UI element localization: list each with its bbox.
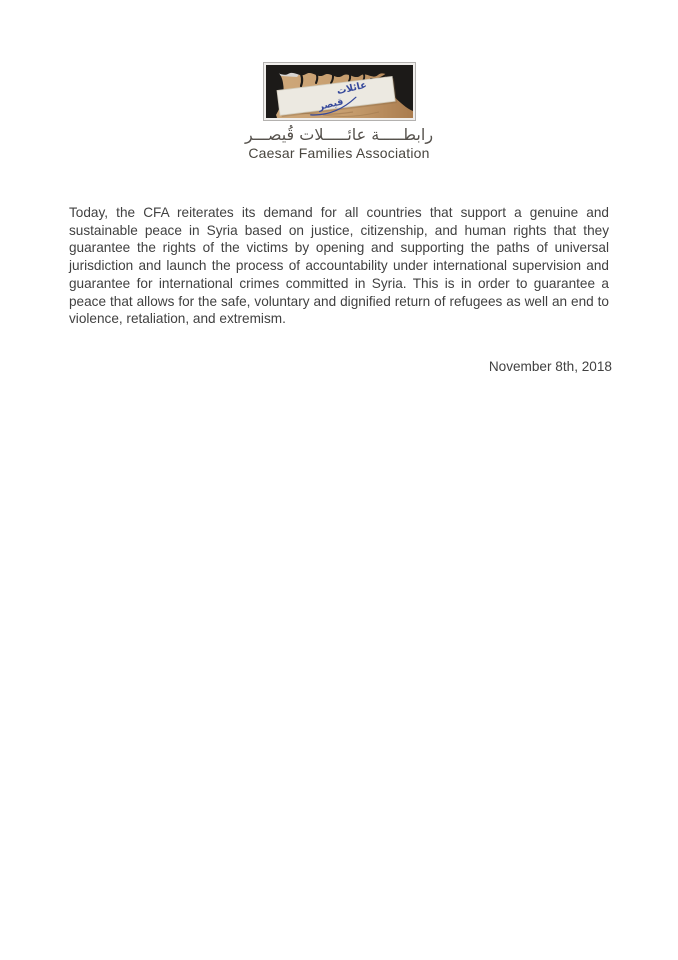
org-logo-image: [263, 62, 416, 121]
letterhead: [0, 62, 678, 162]
org-name-arabic: رابطـــــة عائـــــلات قُيصـــر: [244, 125, 434, 144]
date-line: November 8th, 2018: [488, 359, 612, 374]
logo-inscription-top: عائلات: [335, 79, 368, 98]
logo-inscription-bottom: قيصر: [316, 96, 345, 113]
statement-paragraph: Today, the CFA reiterates its demand for all countries that support a genuine and sustainable peace in Syria based on justice, citizenship, and human rights that they guarantee the rights of the victims by opening and supporting the paths of universal jurisdiction and launch the process of accountability under international supervision and guarantee for international crimes committed in Syria. This is in order to guarantee a peace that allows for the safe, voluntary and dignified return of refugees as well an end to violence, retaliation, and extremism.: [69, 205, 609, 327]
org-name-english: Caesar Families Association: [248, 145, 430, 161]
